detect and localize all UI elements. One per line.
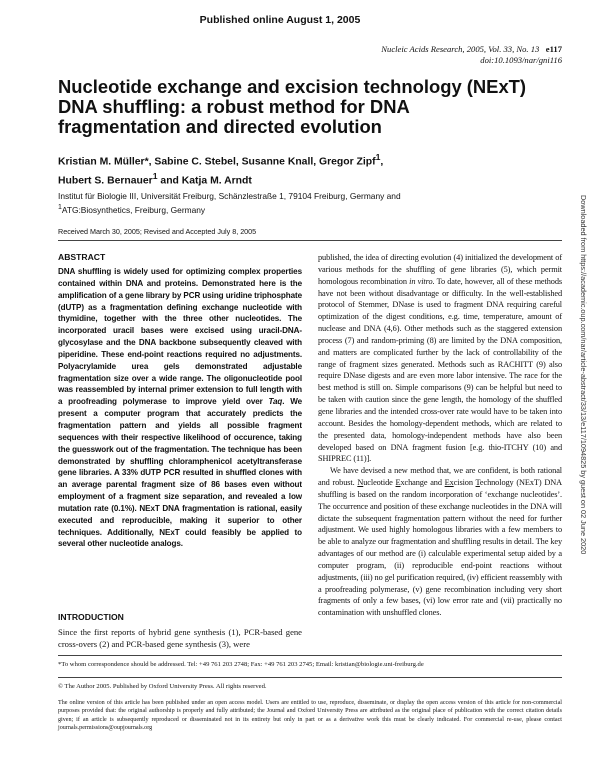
abstract-heading: ABSTRACT: [58, 252, 106, 262]
introduction-heading: INTRODUCTION: [58, 612, 124, 622]
affiliation-line: Institut für Biologie III, Universität Freiburg, Schänzlestraße 1, 79104 Freiburg, Germany and: [58, 191, 401, 201]
abstract-text: [58, 266, 302, 550]
text-run: cision: [453, 478, 476, 488]
article-id: e117: [545, 44, 562, 54]
correspondence-footnote: *To whom correspondence should be addressed. Tel: +49 761 203 2748; Fax: +49 761 203 2745; Email: kristian@biologie.uni-freiburg.de: [58, 661, 424, 668]
author-name: and Katja M. Arndt: [157, 175, 252, 187]
affiliations: [58, 191, 528, 216]
acronym-letter: Ex: [444, 478, 454, 488]
affiliation-mark: 1: [375, 152, 381, 162]
affiliation-line: ATG:Biosynthetics, Freiburg, Germany: [61, 204, 206, 215]
text-run: published, the idea of directing evolution (4) initialized the development of various methods for the shuffling of gene libraries (5), which permit homologous recombination: [318, 253, 562, 286]
divider: [58, 655, 562, 656]
open-access-license: The online version of this article has been published under an open access model. Users are entitled to use, reproduce, disseminate, or display the open access version of this article for non-commercial purposes provided that: the original authorship is properly and fully attributed; the Journal and Oxford University Press are attributed as the original place of publication with the correct citation details given; if an article is subsequently reproduced or disseminated not in its entirety but only in part or as a derivative work this must be clearly indicated. For commercial re-use, please contact journals.permissions@oupjournals.org: [58, 700, 562, 732]
corresponding-mark: *: [144, 156, 149, 168]
divider: [58, 240, 562, 241]
text-run: We have devised a new method that, we are confident, is both rational and robust.: [318, 466, 562, 488]
paragraph: [318, 465, 562, 619]
author-separator: ,: [380, 156, 384, 168]
affiliation-mark: 1: [152, 171, 158, 182]
paper-title: Nucleotide exchange and excision technology (NExT) DNA shuffling: a robust method for DNA fragmentation and directed evolution: [58, 76, 527, 137]
author-name: Hubert S. Bernauer: [58, 175, 153, 187]
journal-name: Nucleic Acids Research, 2005, Vol. 33, No. 13: [381, 44, 540, 54]
journal-citation: [381, 44, 562, 55]
introduction-text: Since the first reports of hybrid gene synthesis (1), PCR-based gene cross-overs (2) and PCR-based gene synthesis (3), were: [58, 627, 302, 649]
copyright-notice: © The Author 2005. Published by Oxford University Press. All rights reserved.: [58, 683, 267, 690]
abstract-part: . We present a computer program that accurately predicts the fragmentation pattern and yields all possible fragment sequences with their respective likelihood of occurence, taking the guesswork out of the fragmentation. The technique has been demonstrated by shuffling chloramphenicol acetyltransferase gene libraries. A 33% dUTP PCR resulted in shuffled clones with an average parental fragment size of 86 bases even without employment of a fragment size separation, and revealed a low mutation rate (0.1%). NExT DNA fragmentation is rational, easily executed and reproducible, making it superior to other techniques. Additionally, NExT could feasibly be applied to several other nucleotide analogs.: [58, 397, 302, 549]
divider: [58, 677, 562, 678]
received-dates: Received March 30, 2005; Revised and Accepted July 8, 2005: [58, 227, 257, 236]
in-vitro-italic: in vitro: [409, 276, 433, 286]
published-online-date: Published online August 1, 2005: [199, 14, 361, 26]
download-watermark: Downloaded from https://academic.oup.com/nar/article-abstract/33/13/e117/1094825 by guest on 02 June 2020: [579, 195, 588, 555]
text-run: xchange and: [400, 478, 445, 488]
author-names: , Sabine C. Stebel, Susanne Knall, Gregor Zipf: [148, 156, 376, 168]
acronym-letter: N: [357, 478, 364, 488]
taq-italic: Taq: [268, 397, 283, 407]
paragraph: [318, 252, 562, 465]
text-run: ucleotide: [363, 478, 396, 488]
doi: doi:10.1093/nar/gni116: [480, 55, 562, 65]
abstract-part: DNA shuffling is widely used for optimizing complex properties contained within DNA and proteins. Demonstrated here is the amplification of a gene library by PCR using uridine triphosphate (dUTP) as a fragmentation defining exchange nucleotide with thymidine, together with the three other nucleotides. The incorporated uracil bases were excised using uracil-DNA-glycosylase and the DNA backbone subsequently cleaved with piperidine. These end-point reactions required no adjustments. Polyacrylamide urea gels demonstrated adjustable fragmentation size over a wide range. The oligonucleotide pool was reassembled by internal primer extension to full length with a proofreading polymerase to improve yield over: [58, 267, 302, 407]
text-run: . To date, however, all of these methods have not been without disadvantage or difficulty. In the well-established protocol of Stemmer, DNase is used to fragment DNA requiring careful optimization of the digest conditions, e.g. time, temperature, amount of nuclease and DNA (4,6). Other methods such as the staggered extension process (7) and random-priming (8) are limited by the DNA composition, and matters are complicated further by the lack of controllability of the range of fragment sizes generated. Methods such as RACHITT (9) also require DNase digests and are even more labor intensive. The race for the best method is still on. Simple comparisons (9) can be helpful but need to be taken with caution since the gene length, the homology of the shuffled gene libraries and the intended cross-over rate would have to be taken into account. Besides the homology-dependent methods, which are related to the presented data, homology-independent methods have also been developed based on DNA fragment fusion [e.g. thio-ITCHY (10) and SHIPREC (11)].: [318, 276, 562, 464]
author-name: Kristian M. Müller: [58, 156, 145, 168]
affiliation-mark: 1: [58, 204, 62, 211]
text-run: echnology (NExT) DNA shuffling is based on the random incorporation of ‘exchange nucleotides’. The occurrence and position of these exchange nucleotides in the DNA will dictate the subsequent fragmentation pattern without the need for further adjustment. We used highly homologous libraries with a few members to be able to analyze our fragmentation and shuffling results in detail. The key advantages of our method are (i) calculable experimental setup aided by a computer program, (ii) reproducible end-point reactions without adjustments, (iii) no gel purification required, (iv) efficient reassembly with a proofreading polymerase, (v) gene recombination including very short fragments of only a few bases, (vi) low error rate and (vii) practically no contamination with unshuffled clones.: [318, 478, 562, 618]
acronym-letter: T: [475, 478, 480, 488]
right-column-text: [318, 252, 562, 619]
author-list: [58, 150, 508, 189]
acronym-letter: E: [395, 478, 401, 488]
